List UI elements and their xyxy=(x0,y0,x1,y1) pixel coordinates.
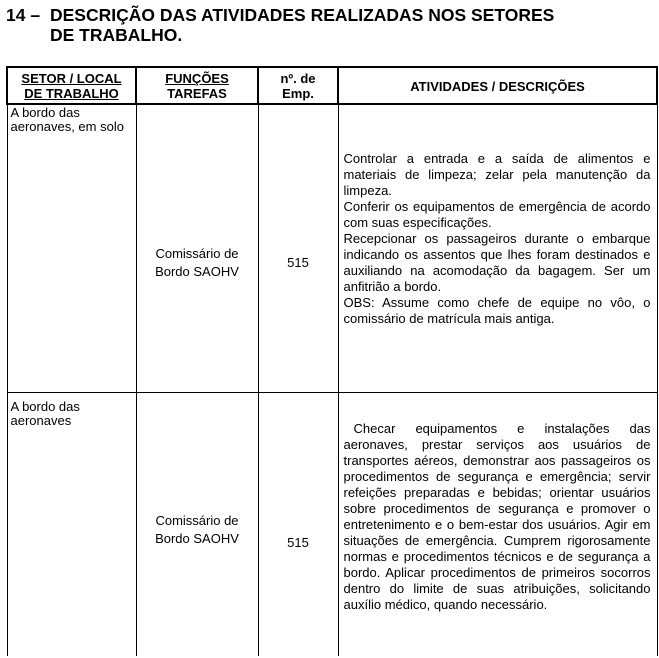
setor-value: A bordo das aeronaves xyxy=(10,399,80,428)
cell-atividades xyxy=(338,104,657,393)
table-row xyxy=(7,393,657,657)
table-row xyxy=(7,104,657,393)
section-number: 14 – xyxy=(6,5,41,25)
header-atividades: ATIVIDADES / DESCRIÇÕES xyxy=(338,67,657,104)
header-emp-line2: Emp. xyxy=(282,86,314,101)
header-funcoes-line1: FUNÇÕES xyxy=(165,71,229,86)
header-emp-line1: nº. de xyxy=(280,71,316,86)
cell-setor xyxy=(7,393,136,657)
atividade-paragraph: Conferir os equipamentos de emergência de acordo com suas especificações. xyxy=(343,199,651,230)
atividade-paragraph: OBS: Assume como chefe de equipe no vôo, o comissário de matrícula mais antiga. xyxy=(343,295,651,326)
activities-table xyxy=(6,66,658,656)
cell-setor: A bordo das aeronaves, em solo xyxy=(7,104,136,393)
header-setor-line2: DE TRABALHO xyxy=(24,86,119,101)
atividade-paragraph: Controlar a entrada e a saída de alimentos e materiais de limpeza; zelar pela manutenção da limpeza. xyxy=(343,151,651,198)
cell-empregados xyxy=(258,393,338,657)
header-funcoes xyxy=(136,67,258,104)
funcao-line2: Bordo SAOHV xyxy=(155,263,239,279)
section-title-line2: DE TRABALHO. xyxy=(50,25,183,45)
funcao-line2: Bordo SAOHV xyxy=(155,530,239,546)
empregados-value: 515 xyxy=(287,535,309,550)
atividade-paragraph: Recepcionar os passageiros durante o embarque indicando os assentos que lhes foram destinados e auxiliando na acomodação da bagagem. Ser um anfitrião a bordo. xyxy=(343,231,651,294)
table-header-row xyxy=(7,67,657,104)
cell-atividades xyxy=(338,393,657,657)
header-empregados xyxy=(258,67,338,104)
cell-funcao xyxy=(136,104,258,393)
cell-empregados xyxy=(258,104,338,393)
funcao-line1: Comissário de xyxy=(155,512,239,528)
cell-funcao xyxy=(136,393,258,657)
section-title xyxy=(6,5,554,45)
atividade-paragraph: Checar equipamentos e instalações das aeronaves, prestar serviços aos usuários de transportes aéreos, demonstrar aos passageiros os procedimentos de segurança e emergência; servir refeições preparadas e bebidas; orientar usuários sobre procedimentos de segurança e promover o entretenimento e o bem-estar dos usuários. Agir em situações de emergência. Cumprem rigorosamente normas e procedimentos técnicos e de segurança a bordo. Aplicar procedimentos de primeiros socorros dentro do limite de suas atribuições, solicitando auxílio médico, quando necessário. xyxy=(343,421,651,612)
header-setor xyxy=(7,67,136,104)
funcao-line1: Comissário de xyxy=(155,245,239,261)
section-title-line1: DESCRIÇÃO DAS ATIVIDADES REALIZADAS NOS SETORES xyxy=(50,5,555,25)
header-setor-line1: SETOR / LOCAL xyxy=(21,71,122,86)
header-funcoes-line2: TAREFAS xyxy=(167,86,227,101)
empregados-value: 515 xyxy=(287,255,309,270)
